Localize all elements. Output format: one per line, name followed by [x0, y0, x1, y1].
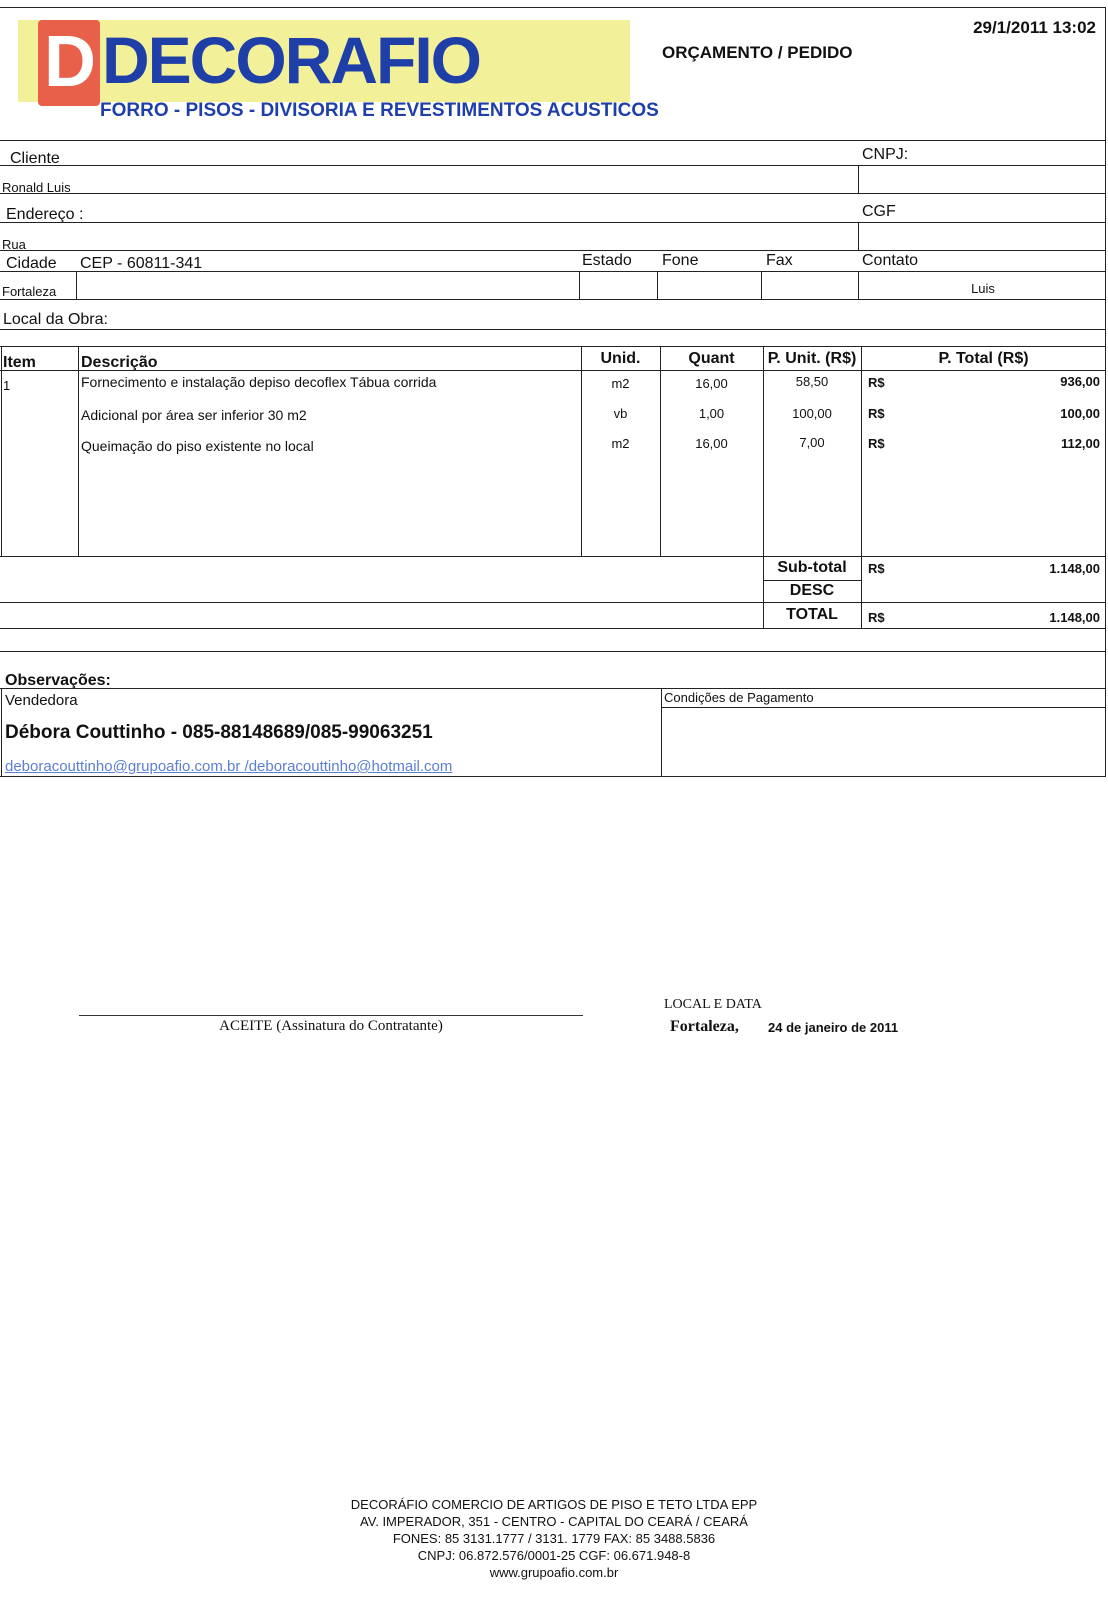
- col-line-punit: [861, 346, 862, 628]
- row-line-7: [0, 329, 1106, 330]
- vendedora-contact: Débora Couttinho - 085-88148689/085-99063251: [5, 722, 433, 743]
- obs-line: [0, 688, 1106, 689]
- frame-right-line: [1105, 7, 1106, 777]
- fax-box-left: [761, 271, 762, 299]
- th-unid: Unid.: [600, 350, 641, 367]
- row-1-item: 1: [3, 378, 11, 393]
- row-2-currency: R$: [868, 406, 885, 421]
- row-line-4: [0, 250, 1106, 251]
- row-1-unid: m2: [611, 376, 630, 391]
- condicoes-line: [662, 707, 1106, 708]
- contato-box-left: [858, 271, 859, 299]
- frame-top-line: [0, 7, 1106, 8]
- cliente-label: Cliente: [10, 150, 60, 167]
- signature-date: 24 de janeiro de 2011: [768, 1020, 899, 1035]
- vendedora-emails[interactable]: deboracouttinho@grupoafio.com.br /deboracouttinho@hotmail.com: [5, 758, 453, 775]
- local-data-label: LOCAL E DATA: [664, 997, 762, 1012]
- table-left-line: [1, 346, 2, 556]
- logo-d-letter: D: [44, 22, 96, 102]
- cgf-box-left: [858, 222, 859, 250]
- col-line-item: [78, 346, 79, 556]
- table-header-line: [0, 370, 1106, 371]
- obs-divider: [661, 688, 662, 776]
- desc-label: DESC: [789, 582, 835, 599]
- row-3-quant: 16,00: [695, 436, 728, 451]
- cep-value: CEP - 60811-341: [80, 255, 203, 272]
- row-2-total: 100,00: [1060, 406, 1100, 421]
- fone-box-left: [657, 271, 658, 299]
- th-quant: Quant: [688, 350, 735, 367]
- cidade-label: Cidade: [6, 255, 57, 272]
- endereco-value: Rua: [2, 237, 26, 252]
- totals-bottom-line: [0, 628, 1106, 629]
- signature-line: [79, 1015, 583, 1016]
- row-3-punit: 7,00: [799, 435, 825, 450]
- contato-label: Contato: [862, 252, 919, 269]
- spacer-line: [0, 651, 1106, 652]
- row-3-descricao: Queimação do piso existente no local: [81, 438, 314, 454]
- vendedora-label: Vendedora: [5, 692, 78, 709]
- cnpj-label: CNPJ:: [862, 146, 909, 163]
- document-title: ORÇAMENTO / PEDIDO: [662, 43, 853, 62]
- row-1-descricao: Fornecimento e instalação depiso decoflex Tábua corrida: [81, 374, 437, 390]
- estado-box-left: [579, 271, 580, 299]
- row-1-total: 936,00: [1060, 374, 1100, 389]
- aceite-label: ACEITE (Assinatura do Contratante): [219, 1018, 443, 1034]
- row-line-5: [0, 271, 1106, 272]
- row-1-punit: 58,50: [795, 374, 829, 389]
- footer-cnpj: CNPJ: 06.872.576/0001-25 CGF: 06.671.948-8: [417, 1548, 691, 1563]
- fax-label: Fax: [766, 252, 793, 269]
- row-1-quant: 16,00: [695, 376, 728, 391]
- row-2-unid: vb: [613, 406, 628, 421]
- row-2-descricao: Adicional por área ser inferior 30 m2: [81, 407, 307, 423]
- total-currency: R$: [868, 610, 885, 625]
- fone-label: Fone: [662, 252, 699, 269]
- contato-value: Luis: [971, 281, 995, 296]
- th-descricao: Descrição: [81, 354, 158, 371]
- signature-city: Fortaleza,: [670, 1018, 739, 1035]
- th-ptotal: P. Total (R$): [938, 350, 1029, 367]
- row-2-punit: 100,00: [792, 406, 832, 421]
- totals-top-line: [0, 556, 1106, 557]
- table-top-line: [0, 346, 1106, 347]
- footer-website[interactable]: www.grupoafio.com.br: [489, 1565, 619, 1580]
- row-2-quant: 1,00: [698, 406, 725, 421]
- row-1-currency: R$: [868, 375, 885, 390]
- endereco-label: Endereço :: [6, 206, 84, 223]
- cidade-box-divider: [76, 271, 77, 299]
- subtotal-currency: R$: [868, 561, 885, 576]
- cnpj-box-left: [858, 165, 859, 193]
- footer-phones: FONES: 85 3131.1777 / 3131. 1779 FAX: 85 3488.5836: [392, 1531, 716, 1546]
- observacoes-label: Observações:: [5, 672, 111, 689]
- local-obra-label: Local da Obra:: [3, 311, 108, 328]
- header-divider: [0, 140, 1106, 141]
- obs-bottom-line: [0, 776, 1106, 777]
- estado-label: Estado: [582, 252, 632, 269]
- footer-company: DECORÁFIO COMERCIO DE ARTIGOS DE PISO E TETO LTDA EPP: [350, 1497, 758, 1512]
- condicoes-label: Condições de Pagamento: [664, 690, 814, 705]
- subtotal-value: 1.148,00: [1049, 561, 1100, 576]
- cidade-value: Fortaleza: [2, 284, 57, 299]
- row-3-currency: R$: [868, 436, 885, 451]
- footer-address: AV. IMPERADOR, 351 - CENTRO - CAPITAL DO CEARÁ / CEARÁ: [360, 1514, 748, 1529]
- row-line-3: [0, 222, 1106, 223]
- subtotal-label: Sub-total: [777, 559, 847, 576]
- row-line-6: [0, 299, 1106, 300]
- document-datetime: 29/1/2011 13:02: [973, 18, 1096, 37]
- obs-left-line: [1, 688, 2, 776]
- total-value: 1.148,00: [1049, 610, 1100, 625]
- row-line-2: [0, 193, 1106, 194]
- logo-wordmark: DECORAFIO: [102, 23, 480, 97]
- total-label: TOTAL: [786, 606, 838, 623]
- totals-line-a: [763, 580, 861, 581]
- row-3-unid: m2: [611, 436, 630, 451]
- row-line-1: [0, 165, 1106, 166]
- cliente-value: Ronald Luis: [2, 180, 71, 195]
- row-3-total: 112,00: [1060, 436, 1100, 451]
- th-punit: P. Unit. (R$): [767, 350, 857, 367]
- logo-tagline: FORRO - PISOS - DIVISORIA E REVESTIMENTOS ACUSTICOS: [100, 100, 659, 121]
- totals-line-b: [0, 602, 1106, 603]
- cgf-label: CGF: [862, 203, 896, 220]
- th-item: Item: [3, 354, 36, 371]
